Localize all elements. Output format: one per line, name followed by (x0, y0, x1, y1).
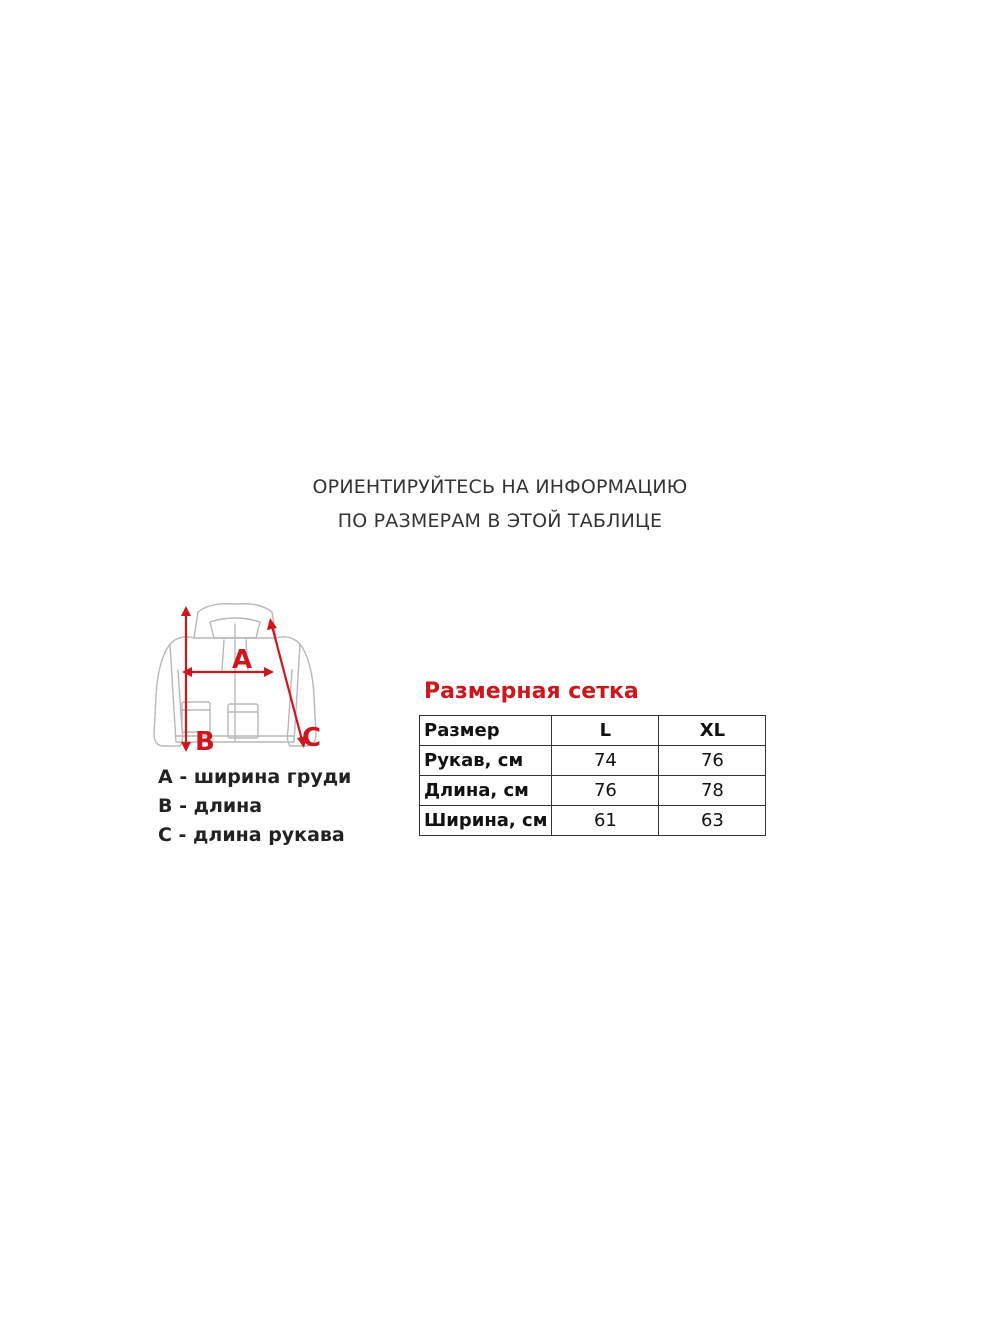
label-c: C (302, 723, 322, 753)
table-cell: 74 (552, 746, 659, 776)
table-cell: 78 (659, 776, 766, 806)
legend-a: А - ширина груди (158, 766, 352, 788)
intro-text (0, 470, 1000, 538)
row-label: Рукав, см (420, 746, 552, 776)
row-label: Длина, см (420, 776, 552, 806)
header-cell: L (552, 716, 659, 746)
size-chart-table (419, 715, 766, 836)
table-row (420, 746, 766, 776)
table-cell: 61 (552, 806, 659, 836)
table-cell: 76 (552, 776, 659, 806)
table-cell: 76 (659, 746, 766, 776)
intro-line-2: ПО РАЗМЕРАМ В ЭТОЙ ТАБЛИЦЕ (337, 510, 663, 532)
table-row (420, 806, 766, 836)
table-header-row (420, 716, 766, 746)
header-cell: Размер (420, 716, 552, 746)
table-row (420, 776, 766, 806)
header-cell: XL (659, 716, 766, 746)
legend-b: В - длина (158, 795, 263, 817)
measurement-legend (158, 763, 351, 850)
jacket-measurement-icon (140, 600, 330, 760)
label-a: A (232, 645, 253, 675)
intro-line-1: ОРИЕНТИРУЙТЕСЬ НА ИНФОРМАЦИЮ (312, 476, 688, 498)
legend-c: С - длина рукава (158, 824, 345, 846)
row-label: Ширина, см (420, 806, 552, 836)
size-chart-title: Размерная сетка (424, 679, 639, 704)
label-b: B (195, 727, 215, 757)
table-cell: 63 (659, 806, 766, 836)
